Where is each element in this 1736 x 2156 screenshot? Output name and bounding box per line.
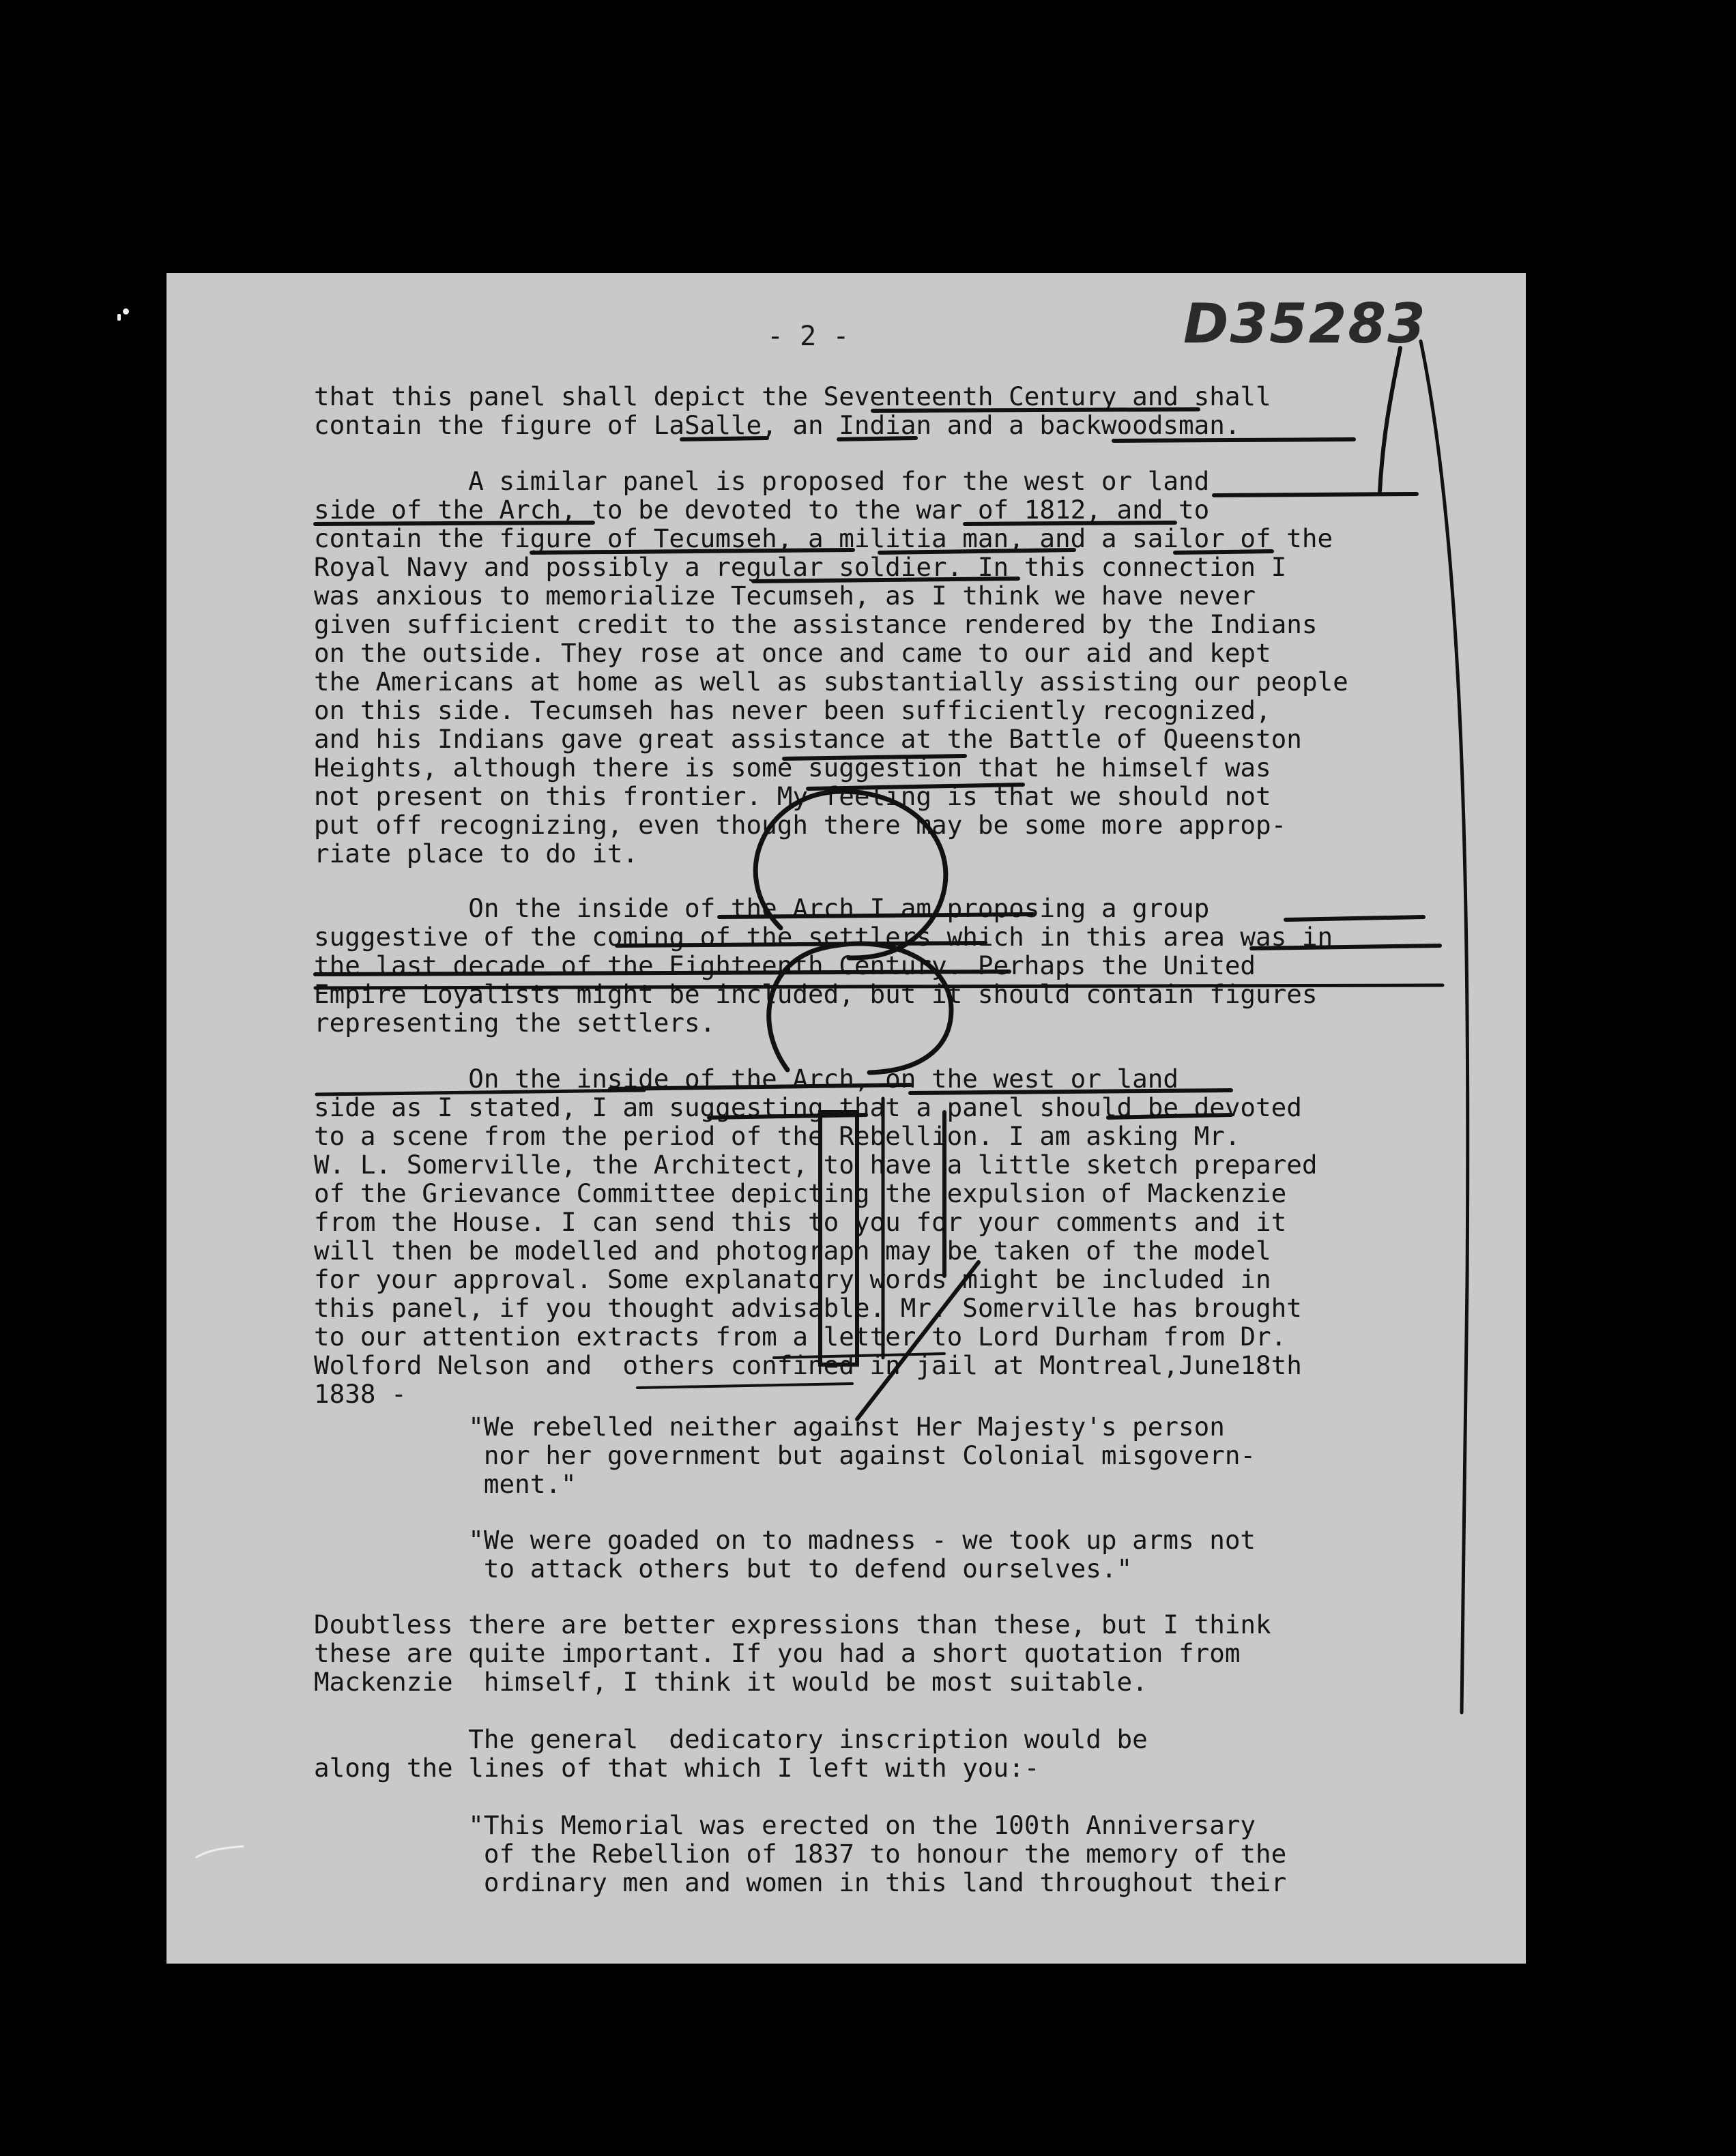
quotation-rebelled: "We rebelled neither against Her Majesty's person nor her government but against Colonial misgovern- ment." bbox=[468, 1412, 1256, 1499]
paragraph-rebellion-panel: On the inside of the Arch, on the west or land side as I stated, I am suggesting that a panel should be devoted to a scene from the period of the Rebellion. I am asking Mr. W. L. Somerville, the Architect, to have a little sketch prepared of the Grievance Committee depicting the expulsion of Mackenzie from the House. I can send this to you for your comments and it will then be modelled and photograph may be taken of the model for your approval. Some explanatory words might be included in this panel, if you thought advisable. Mr. Somerville has brought to our attention extracts from a letter to Lord Durham from Dr. Wolford Nelson and others confined in jail at Montreal,June18th 1838 - bbox=[314, 1064, 1318, 1409]
quotation-goaded: "We were goaded on to madness - we took up arms not to attack others but to defend ourselves." bbox=[468, 1525, 1256, 1584]
paragraph-expressions: Doubtless there are better expressions than these, but I think these are quite important. If you had a short quotation from Mackenzie himself, I think it would be most suitable. bbox=[314, 1609, 1271, 1697]
paragraph-inscription-intro: The general dedicatory inscription would be along the lines of that which I left with you:- bbox=[314, 1724, 1148, 1783]
paragraph-settlers-group: On the inside of the Arch I am proposing a group suggestive of the coming of the settlers which in this area was in the last decade of the Eighteenth Century. Perhaps the United Empire Loyalists might be included, but it should contain figures representing the settlers. bbox=[314, 893, 1333, 1038]
paragraph-continuation: that this panel shall depict the Seventeenth Century and shall contain the figure of LaSalle, an Indian and a backwoodsman. bbox=[314, 381, 1271, 440]
margin-mark bbox=[117, 314, 121, 321]
paragraph-war-of-1812-panel: A similar panel is proposed for the west or land side of the Arch, to be devoted to the war of 1812, and to contain the figure of Tecumseh, a militia man, and a sailor of the Royal Navy and possibly a regular soldier. In this connection I was anxious to memorialize Tecumseh, as I think we have never given sufficient credit to the assistance rendered by the Indians on the outside. They rose at once and came to our aid and kept the Americans at home as well as substantially assisting our people on this side. Tecumseh has never been sufficiently recognized, and his Indians gave great assistance at the Battle of Queenston Heights, although there is some suggestion that he himself was not present on this frontier. My feeling is that we should not put off recognizing, even though there may be some more approp- riate place to do it. bbox=[314, 466, 1348, 869]
hole-punch-mark bbox=[123, 308, 129, 315]
quotation-memorial-inscription: "This Memorial was erected on the 100th Anniversary of the Rebellion of 1837 to honour the memory of the ordinary men and women in this land throughout their bbox=[468, 1810, 1287, 1897]
document-page bbox=[167, 273, 1526, 1964]
document-id-stamp: D35283 bbox=[1183, 292, 1427, 355]
page-number: - 2 - bbox=[767, 321, 850, 352]
